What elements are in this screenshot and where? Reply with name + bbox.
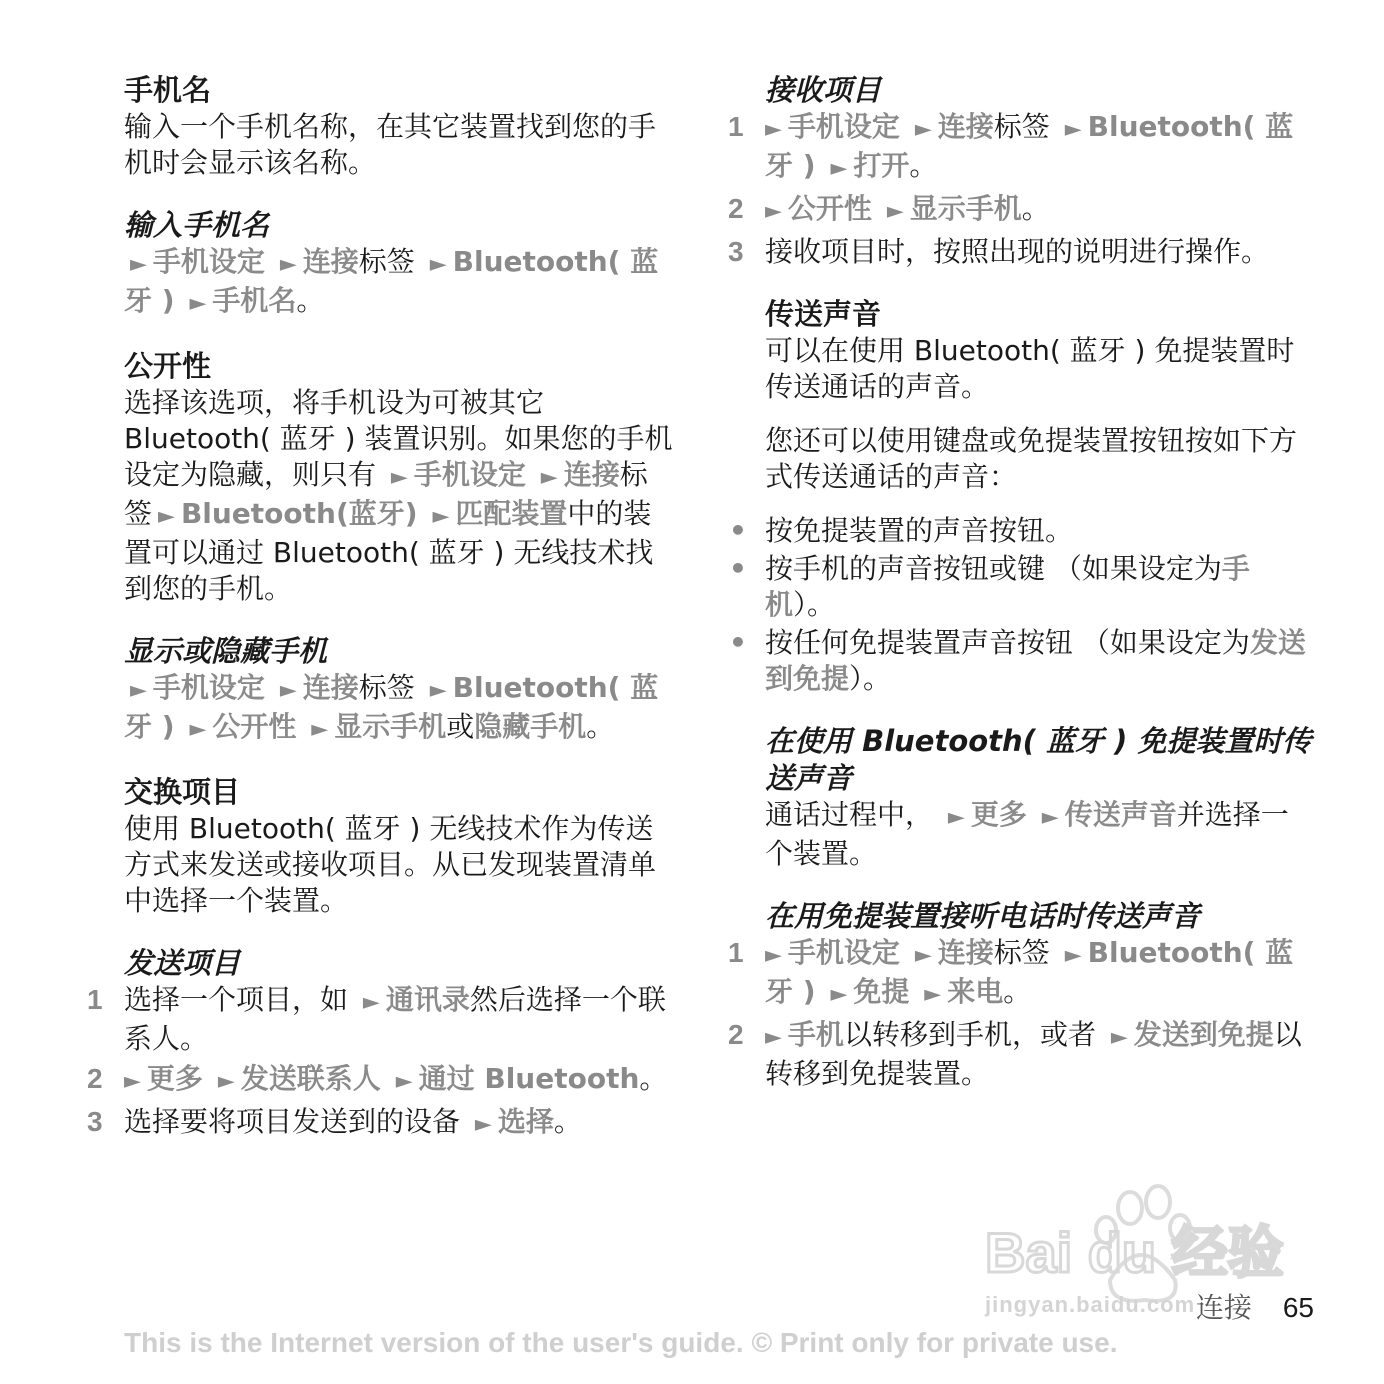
paragraph-transfer-sound-handsfree [765, 797, 1315, 872]
step-number: 1 [87, 984, 103, 1015]
step-text: 选择一个项目，如 [124, 983, 349, 1016]
visibility-text-1: 选择该选项，将手机设为可被其它 Bluetooth( 蓝牙 ) 装置识别。如果您的手机设定为隐藏，则只有 [124, 386, 673, 491]
arrow-icon: ► [311, 717, 329, 742]
menu-item-show-phone: 显示手机 [334, 710, 447, 743]
heading-exchange-items: 交换项目 [124, 775, 241, 809]
menu-item-send-contact: 发送联系人 [240, 1062, 381, 1095]
period: 。 [1021, 192, 1050, 225]
arrow-icon: ► [217, 1069, 235, 1094]
arrow-icon: ► [189, 717, 207, 742]
arrow-icon: ► [432, 504, 450, 529]
step-number: 2 [728, 1019, 744, 1050]
or-word: 或 [446, 710, 475, 743]
arrow-icon: ► [886, 199, 904, 224]
period: 。 [639, 1062, 668, 1095]
arrow-icon: ► [1110, 1025, 1128, 1050]
tab-word: 标签 [993, 936, 1050, 969]
step-text: 选择要将项目发送到的设备 [124, 1105, 461, 1138]
arrow-icon: ► [924, 982, 942, 1007]
bullet-item [729, 551, 1315, 623]
step-number: 3 [87, 1106, 103, 1137]
tab-word: 标签 [124, 458, 648, 530]
menu-item-paired-devices: 匹配装置 [455, 497, 568, 530]
menu-item-via-bluetooth: 通过 Bluetooth [418, 1062, 640, 1095]
arrow-icon: ► [429, 252, 447, 277]
step-3 [728, 234, 1315, 270]
step-2 [728, 191, 1315, 230]
paragraph-visibility [124, 385, 674, 607]
step-number: 3 [728, 236, 744, 267]
arrow-icon: ► [130, 678, 147, 703]
period: 。 [553, 1105, 582, 1138]
period: 。 [909, 149, 938, 182]
menu-path-show-hide [124, 670, 674, 748]
internet-version-notice: This is the Internet version of the user's guide. © Print only for private use. [124, 1327, 1118, 1358]
transfer-sound-bullets [729, 513, 1315, 697]
arrow-icon: ► [1064, 943, 1082, 968]
visibility-text-2: 中的装置可以通过 Bluetooth( 蓝牙 ) 无线技术找到您的手机。 [124, 497, 654, 605]
menu-item-bluetooth: Bluetooth(蓝牙) [180, 497, 418, 530]
menu-item-phone-settings: 手机设定 [413, 458, 526, 491]
heading-transfer-sound-handsfree: 在使用 Bluetooth( 蓝牙 ) 免提装置时传送声音 [765, 724, 1312, 795]
paragraph-exchange-items: 使用 Bluetooth( 蓝牙 ) 无线技术作为传送方式来发送或接收项目。从已发现装置清单中选择一个装置。 [124, 812, 657, 917]
section-show-hide-phone [124, 633, 674, 748]
answer-handsfree-steps [728, 935, 1315, 1092]
arrow-icon: ► [765, 117, 782, 142]
tab-word: 标签 [358, 671, 415, 704]
tab-word: 标签 [993, 110, 1050, 143]
section-visibility [124, 348, 674, 607]
arrow-icon: ► [914, 117, 932, 142]
bullet-text: 按手机的声音按钮或键 （如果设定为 [765, 552, 1222, 585]
step-number: 2 [728, 193, 744, 224]
send-items-steps [87, 982, 674, 1143]
menu-item-bluetooth: Bluetooth( 蓝牙 ) [124, 245, 659, 317]
section-transfer-sound-handsfree [765, 723, 1315, 872]
tab-connectivity: 连接 [302, 671, 359, 704]
right-column [728, 72, 1315, 1118]
step-1 [728, 109, 1315, 187]
paragraph-phone-name: 输入一个手机名称，在其它装置找到您的手机时会显示该名称。 [124, 110, 657, 179]
tab-connectivity: 连接 [937, 936, 994, 969]
menu-item-bluetooth: Bluetooth( 蓝牙 ) [124, 671, 659, 743]
period: 。 [296, 284, 325, 317]
bullet-text: 按免提装置的声音按钮。 [765, 514, 1074, 547]
bullet-text: ）。 [849, 662, 892, 695]
menu-item-show-phone: 显示手机 [909, 192, 1022, 225]
arrow-icon: ► [189, 291, 207, 316]
bullet-icon: • [729, 552, 747, 585]
heading-answer-handsfree: 在用免提装置接听电话时传送声音 [765, 899, 1201, 933]
arrow-icon: ► [279, 252, 297, 277]
menu-item-phone-settings: 手机设定 [787, 936, 900, 969]
heading-show-hide-phone: 显示或隐藏手机 [124, 634, 328, 668]
arrow-icon: ► [395, 1069, 413, 1094]
menu-item-send-to-handsfree: 发送到免提 [765, 626, 1306, 695]
menu-item-contacts: 通讯录 [385, 983, 470, 1016]
bullet-text: 按任何免提装置声音按钮 （如果设定为 [765, 626, 1250, 659]
menu-item-on: 打开 [853, 149, 910, 182]
step-text: 以转移到手机，或者 [843, 1018, 1096, 1051]
menu-item-more: 更多 [146, 1062, 203, 1095]
step-number: 1 [728, 111, 744, 142]
watermark-logo-text: Bai du 经验 [985, 1221, 1284, 1284]
arrow-icon: ► [830, 982, 848, 1007]
page-footer [1196, 1290, 1314, 1326]
period: 。 [586, 710, 615, 743]
menu-item-transfer-sound: 传送声音 [1064, 798, 1177, 831]
period: 。 [1003, 975, 1032, 1008]
section-send-items [87, 945, 674, 1143]
heading-transfer-sound: 传送声音 [765, 297, 882, 331]
left-column [87, 72, 674, 1169]
section-exchange-items [124, 774, 674, 919]
menu-item-visibility: 公开性 [212, 710, 297, 743]
menu-item-bluetooth: Bluetooth( 蓝牙 ) [765, 110, 1294, 182]
step-3 [87, 1104, 674, 1143]
step-1 [87, 982, 674, 1057]
paragraph-transfer-sound-2: 您还可以使用键盘或免提装置按钮按如下方式传送通话的声音： [765, 424, 1298, 493]
tab-word: 标签 [358, 245, 415, 278]
receive-items-steps [728, 109, 1315, 270]
step-2 [87, 1061, 674, 1100]
text: 通话过程中， [765, 798, 934, 831]
watermark-url: jingyan.baidu.com [985, 1292, 1196, 1317]
menu-item-more: 更多 [970, 798, 1027, 831]
bullet-icon: • [729, 626, 747, 659]
arrow-icon: ► [474, 1112, 492, 1137]
text: 并选择一个装置。 [765, 798, 1289, 870]
bullet-item [729, 513, 1315, 549]
step-text: 以转移到免提装置。 [765, 1018, 1302, 1090]
menu-item-phone-name: 手机名 [212, 284, 297, 317]
bullet-text: ）。 [793, 588, 836, 621]
menu-item-phone-settings: 手机设定 [787, 110, 900, 143]
heading-visibility: 公开性 [124, 349, 212, 383]
arrow-icon: ► [765, 199, 782, 224]
arrow-icon: ► [830, 156, 848, 181]
menu-item-phone-settings: 手机设定 [152, 245, 265, 278]
menu-item-phone: 手机 [787, 1018, 844, 1051]
tab-connectivity: 连接 [937, 110, 994, 143]
menu-item-incoming-call: 来电 [947, 975, 1004, 1008]
menu-item-select: 选择 [497, 1105, 554, 1138]
arrow-icon: ► [1041, 805, 1059, 830]
arrow-icon: ► [158, 504, 175, 529]
paragraph-transfer-sound-1: 可以在使用 Bluetooth( 蓝牙 ) 免提装置时传送通话的声音。 [765, 334, 1295, 403]
menu-item-handsfree: 免提 [853, 975, 910, 1008]
tab-connectivity: 连接 [302, 245, 359, 278]
arrow-icon: ► [362, 990, 380, 1015]
menu-path-enter-phone-name [124, 244, 674, 322]
arrow-icon: ► [429, 678, 447, 703]
menu-item-bluetooth: Bluetooth( 蓝牙 ) [765, 936, 1294, 1008]
section-transfer-sound [729, 296, 1315, 697]
step-number: 1 [728, 937, 744, 968]
arrow-icon: ► [914, 943, 932, 968]
bullet-item [729, 625, 1315, 697]
section-enter-phone-name [124, 207, 674, 322]
heading-receive-items: 接收项目 [765, 73, 882, 107]
menu-item-hide-phone: 隐藏手机 [474, 710, 587, 743]
arrow-icon: ► [947, 805, 965, 830]
heading-phone-name: 手机名 [124, 73, 212, 107]
menu-item-visibility: 公开性 [787, 192, 872, 225]
arrow-icon: ► [1064, 117, 1082, 142]
page-number: 65 [1282, 1292, 1314, 1323]
arrow-icon: ► [765, 943, 782, 968]
section-phone-name [124, 72, 674, 181]
menu-item-phone: 手机 [765, 552, 1250, 621]
step-text: 然后选择一个联系人。 [124, 983, 666, 1055]
heading-enter-phone-name: 输入手机名 [124, 208, 270, 242]
step-2 [728, 1017, 1315, 1092]
arrow-icon: ► [124, 1069, 141, 1094]
section-receive-items [728, 72, 1315, 270]
section-answer-handsfree [728, 898, 1315, 1092]
arrow-icon: ► [540, 465, 558, 490]
arrow-icon: ► [279, 678, 297, 703]
footer-section-name: 连接 [1195, 1291, 1252, 1324]
menu-item-phone-settings: 手机设定 [152, 671, 265, 704]
bullet-icon: • [729, 514, 747, 547]
tab-connectivity: 连接 [563, 458, 620, 491]
step-1 [728, 935, 1315, 1013]
arrow-icon: ► [390, 465, 408, 490]
step-text: 接收项目时，按照出现的说明进行操作。 [765, 235, 1270, 268]
arrow-icon: ► [130, 252, 147, 277]
arrow-icon: ► [765, 1025, 782, 1050]
heading-send-items: 发送项目 [124, 946, 241, 980]
step-number: 2 [87, 1063, 103, 1094]
menu-item-send-to-handsfree: 发送到免提 [1133, 1018, 1274, 1051]
